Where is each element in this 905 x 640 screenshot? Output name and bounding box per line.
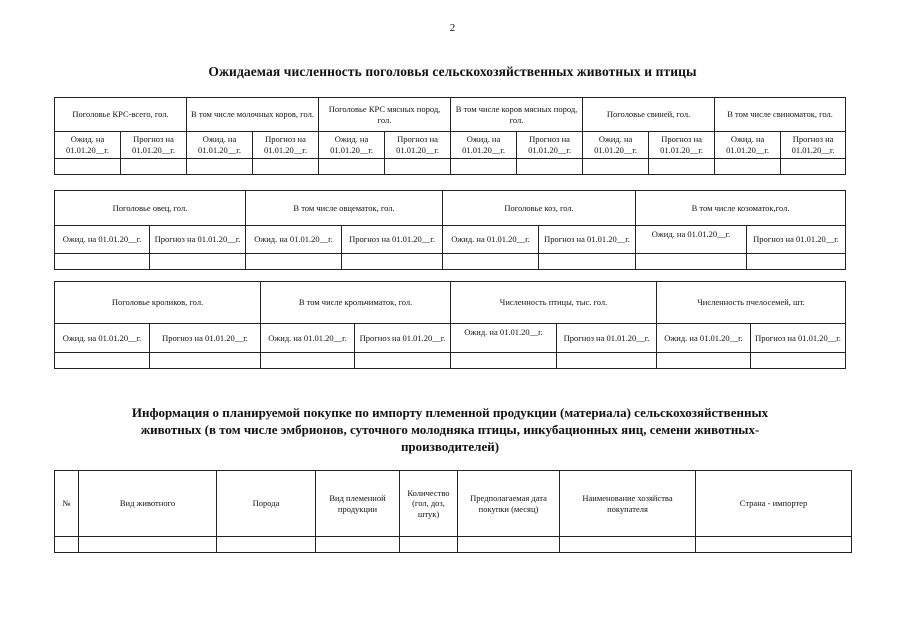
input-cell[interactable] [539,254,636,270]
col-purchase-date: Предполагаемая дата покупки (месяц) [458,471,560,537]
input-cell[interactable] [696,537,852,553]
col-number: № [55,471,79,537]
input-cell[interactable] [451,353,557,369]
subheader-expected: Ожид. на 01.01.20__г. [187,132,253,159]
subheader-forecast: Прогноз на 01.01.20__г. [253,132,319,159]
subheader-forecast: Прогноз на 01.01.20__г. [557,324,657,353]
subheader-forecast: Прогноз на 01.01.20__г. [342,226,443,254]
col-breed: Порода [217,471,316,537]
input-cell[interactable] [55,537,79,553]
input-cell[interactable] [150,254,246,270]
import-table [54,470,852,553]
col-quantity: Количество (гол, доз, штук) [400,471,458,537]
subheader-expected: Ожид. на 01.01.20__г. [657,324,751,353]
input-cell[interactable] [458,537,560,553]
livestock-table-2 [54,190,846,270]
input-cell[interactable] [657,353,751,369]
input-cell[interactable] [560,537,696,553]
subheader-forecast: Прогноз на 01.01.20__г. [121,132,187,159]
header-sheep: Поголовье овец, гол. [55,191,246,226]
header-poultry: Численность птицы, тыс. гол. [451,282,657,324]
subheader-forecast: Прогноз на 01.01.20__г. [517,132,583,159]
input-cell[interactable] [400,537,458,553]
header-does: В том числе козоматок,гол. [636,191,846,226]
input-cell[interactable] [187,159,253,175]
header-beef-cattle: Поголовье КРС мясных пород, гол. [319,98,451,132]
header-bee-colonies: Численность пчелосемей, шт. [657,282,846,324]
input-cell[interactable] [715,159,781,175]
input-cell[interactable] [55,159,121,175]
input-cell[interactable] [150,353,261,369]
subheader-expected: Ожид. на 01.01.20__г. [55,324,150,353]
input-cell[interactable] [557,353,657,369]
input-cell[interactable] [781,159,846,175]
input-cell[interactable] [217,537,316,553]
input-cell[interactable] [747,254,846,270]
input-cell[interactable] [55,353,150,369]
col-buyer-name: Наименование хозяйства покупателя [560,471,696,537]
subheader-forecast: Прогноз на 01.01.20__г. [150,226,246,254]
subheader-expected: Ожид. на 01.01.20__г. [443,226,539,254]
input-cell[interactable] [246,254,342,270]
subheader-expected: Ожид. на 01.01.20__г. [451,324,557,353]
subheader-forecast: Прогноз на 01.01.20__г. [150,324,261,353]
subheader-forecast: Прогноз на 01.01.20__г. [649,132,715,159]
subheader-expected: Ожид. на 01.01.20__г. [715,132,781,159]
input-cell[interactable] [385,159,451,175]
header-rabbits: Поголовье кроликов, гол. [55,282,261,324]
header-pigs: Поголовье свиней, гол. [583,98,715,132]
header-goats: Поголовье коз, гол. [443,191,636,226]
input-cell[interactable] [319,159,385,175]
input-cell[interactable] [443,254,539,270]
livestock-table-1 [54,97,846,175]
subheader-forecast: Прогноз на 01.01.20__г. [539,226,636,254]
col-product-type: Вид племенной продукции [316,471,400,537]
header-does-rabbit: В том числе крольчиматок, гол. [261,282,451,324]
subheader-expected: Ожид. на 01.01.20__г. [319,132,385,159]
input-cell[interactable] [583,159,649,175]
subheader-expected: Ожид. на 01.01.20__г. [55,132,121,159]
input-cell[interactable] [342,254,443,270]
col-importer-country: Страна - импортер [696,471,852,537]
input-cell[interactable] [751,353,846,369]
header-beef-cows: В том числе коров мясных пород, гол. [451,98,583,132]
subheader-expected: Ожид. на 01.01.20__г. [261,324,355,353]
section-title-import: Информация о планируемой покупке по импорту племенной продукции (материала) сельскохозяйственных животных (в том числе эмбрионов, суточного молодняка птицы, инкубационных яиц, семени животных-производителей) [131,405,769,454]
input-cell[interactable] [79,537,217,553]
col-animal-type: Вид животного [79,471,217,537]
subheader-forecast: Прогноз на 01.01.20__г. [385,132,451,159]
subheader-forecast: Прогноз на 01.01.20__г. [781,132,846,159]
subheader-forecast: Прогноз на 01.01.20__г. [751,324,846,353]
subheader-expected: Ожид. на 01.01.20__г. [55,226,150,254]
subheader-expected: Ожид. на 01.01.20__г. [246,226,342,254]
input-cell[interactable] [121,159,187,175]
header-krs-total: Поголовье КРС-всего, гол. [55,98,187,132]
page-number: 2 [449,22,456,34]
input-cell[interactable] [261,353,355,369]
subheader-forecast: Прогноз на 01.01.20__г. [355,324,451,353]
subheader-forecast: Прогноз на 01.01.20__г. [747,226,846,254]
input-cell[interactable] [649,159,715,175]
input-cell[interactable] [451,159,517,175]
input-cell[interactable] [316,537,400,553]
input-cell[interactable] [636,254,747,270]
subheader-expected: Ожид. на 01.01.20__г. [451,132,517,159]
input-cell[interactable] [355,353,451,369]
subheader-expected: Ожид. на 01.01.20__г. [583,132,649,159]
livestock-table-3 [54,281,846,369]
input-cell[interactable] [517,159,583,175]
input-cell[interactable] [253,159,319,175]
header-sows: В том числе свиноматок, гол. [715,98,846,132]
subheader-expected: Ожид. на 01.01.20__г. [636,226,747,254]
header-dairy-cows: В том числе молочных коров, гол. [187,98,319,132]
section-title-livestock: Ожидаемая численность поголовья сельскохозяйственных животных и птицы [208,64,697,79]
header-ewes: В том числе овцематок, гол. [246,191,443,226]
input-cell[interactable] [55,254,150,270]
